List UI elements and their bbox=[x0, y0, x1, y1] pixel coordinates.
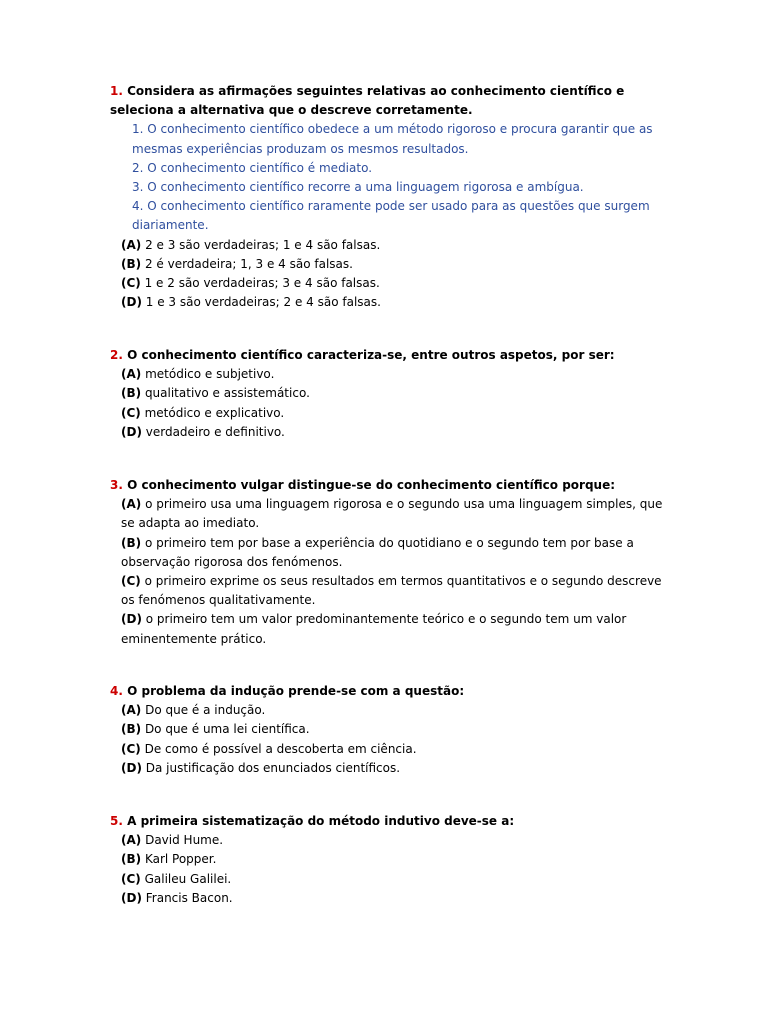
option-text: metódico e subjetivo. bbox=[141, 367, 275, 382]
option-letter: (A) bbox=[121, 833, 142, 848]
question-2 bbox=[110, 346, 670, 442]
option-letter: (D) bbox=[121, 424, 142, 439]
option-letter: (D) bbox=[121, 760, 142, 775]
question-text: Considera as afirmações seguintes relativas ao conhecimento científico e seleciona a alternativa que o descreve corretamente. bbox=[110, 84, 625, 118]
option-d bbox=[121, 423, 670, 442]
option-letter: (C) bbox=[121, 276, 141, 291]
option-letter: (D) bbox=[121, 295, 142, 310]
option-letter: (B) bbox=[121, 535, 142, 550]
option-a bbox=[121, 365, 670, 384]
option-letter: (B) bbox=[121, 256, 142, 271]
option-text: 2 e 3 são verdadeiras; 1 e 4 são falsas. bbox=[141, 237, 381, 252]
statement-list bbox=[110, 120, 670, 235]
question-4 bbox=[110, 682, 670, 778]
option-text: 1 e 3 são verdadeiras; 2 e 4 são falsas. bbox=[141, 295, 381, 310]
statement-item: 2. O conhecimento científico é mediato. bbox=[132, 160, 373, 175]
option-d bbox=[121, 293, 670, 312]
option-text: David Hume. bbox=[141, 833, 224, 848]
statement-item: 1. O conhecimento científico obedece a um método rigoroso e procura garantir que as mesmas experiências produzam os mesmos resultados. bbox=[132, 122, 653, 156]
option-b bbox=[121, 255, 670, 274]
question-title bbox=[110, 82, 670, 120]
option-text: o primeiro exprime os seus resultados em termos quantitativos e o segundo descreve os fenómenos qualitativamente. bbox=[121, 574, 662, 608]
question-text: A primeira sistematização do método indutivo deve-se a: bbox=[127, 814, 515, 828]
option-b bbox=[121, 720, 670, 739]
option-letter: (B) bbox=[121, 386, 142, 401]
option-a bbox=[121, 701, 670, 720]
option-text: Do que é a indução. bbox=[141, 703, 266, 718]
option-list bbox=[110, 495, 670, 649]
option-text: o primeiro tem por base a experiência do quotidiano e o segundo tem por base a observação rigorosa dos fenómenos. bbox=[121, 535, 634, 569]
option-a bbox=[121, 495, 670, 533]
question-number: 3. bbox=[110, 478, 123, 492]
option-c bbox=[121, 740, 670, 759]
option-letter: (C) bbox=[121, 574, 141, 589]
option-text: Do que é uma lei científica. bbox=[141, 722, 310, 737]
question-5 bbox=[110, 812, 670, 908]
question-text: O problema da indução prende-se com a questão: bbox=[127, 684, 465, 698]
question-title bbox=[110, 476, 670, 495]
option-text: verdadeiro e definitivo. bbox=[141, 424, 285, 439]
option-b bbox=[121, 384, 670, 403]
option-b bbox=[121, 850, 670, 869]
option-list bbox=[110, 365, 670, 442]
question-number: 5. bbox=[110, 814, 123, 828]
question-text: O conhecimento vulgar distingue-se do conhecimento científico porque: bbox=[127, 478, 616, 492]
option-text: De como é possível a descoberta em ciência. bbox=[140, 741, 417, 756]
option-letter: (B) bbox=[121, 852, 142, 867]
option-letter: (A) bbox=[121, 237, 142, 252]
option-letter: (C) bbox=[121, 871, 141, 886]
option-text: Galileu Galilei. bbox=[140, 871, 232, 886]
option-letter: (C) bbox=[121, 405, 141, 420]
question-3 bbox=[110, 476, 670, 649]
statement-item: 4. O conhecimento científico raramente pode ser usado para as questões que surgem diariamente. bbox=[132, 199, 650, 233]
option-d bbox=[121, 889, 670, 908]
option-list bbox=[110, 236, 670, 313]
option-list bbox=[110, 831, 670, 908]
option-letter: (B) bbox=[121, 722, 142, 737]
question-number: 4. bbox=[110, 684, 123, 698]
option-letter: (A) bbox=[121, 367, 142, 382]
question-title bbox=[110, 346, 670, 365]
option-c bbox=[121, 404, 670, 423]
option-text: qualitativo e assistemático. bbox=[141, 386, 310, 401]
option-b bbox=[121, 534, 670, 572]
question-1 bbox=[110, 82, 670, 312]
option-text: Da justificação dos enunciados científicos. bbox=[141, 760, 401, 775]
option-letter: (A) bbox=[121, 497, 142, 512]
option-c bbox=[121, 572, 670, 610]
question-number: 1. bbox=[110, 84, 123, 98]
option-letter: (A) bbox=[121, 703, 142, 718]
option-text: o primeiro tem um valor predominantemente teórico e o segundo tem um valor eminentemente prático. bbox=[121, 612, 627, 646]
option-text: 1 e 2 são verdadeiras; 3 e 4 são falsas. bbox=[140, 276, 380, 291]
option-c bbox=[121, 870, 670, 889]
option-text: Karl Popper. bbox=[141, 852, 217, 867]
option-text: 2 é verdadeira; 1, 3 e 4 são falsas. bbox=[141, 256, 353, 271]
option-list bbox=[110, 701, 670, 778]
option-letter: (C) bbox=[121, 741, 141, 756]
option-d bbox=[121, 759, 670, 778]
question-number: 2. bbox=[110, 348, 123, 362]
option-letter: (D) bbox=[121, 890, 142, 905]
question-title bbox=[110, 812, 670, 831]
question-title bbox=[110, 682, 670, 701]
option-text: Francis Bacon. bbox=[141, 890, 233, 905]
option-d bbox=[121, 610, 670, 648]
option-letter: (D) bbox=[121, 612, 142, 627]
option-c bbox=[121, 274, 670, 293]
option-a bbox=[121, 831, 670, 850]
option-text: o primeiro usa uma linguagem rigorosa e o segundo usa uma linguagem simples, que se adapta ao imediato. bbox=[121, 497, 663, 531]
statement-item: 3. O conhecimento científico recorre a uma linguagem rigorosa e ambígua. bbox=[132, 180, 584, 195]
option-a bbox=[121, 236, 670, 255]
question-text: O conhecimento científico caracteriza-se, entre outros aspetos, por ser: bbox=[127, 348, 615, 362]
option-text: metódico e explicativo. bbox=[140, 405, 285, 420]
